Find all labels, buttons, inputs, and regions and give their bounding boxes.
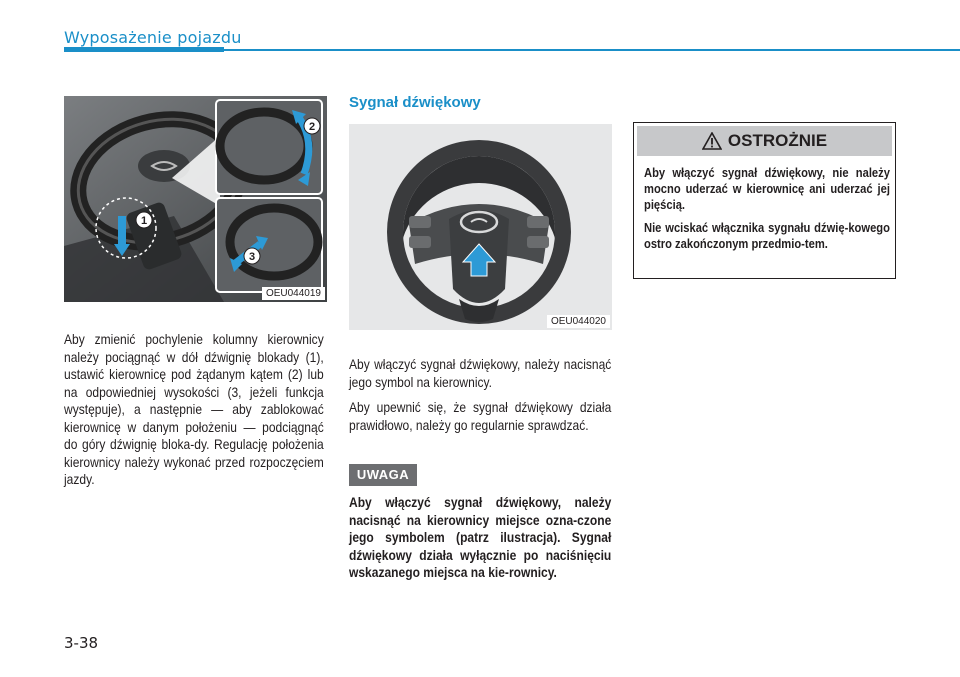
warning-triangle-icon <box>702 132 722 150</box>
caution-box <box>633 122 896 279</box>
horn-drawing <box>349 124 612 330</box>
header-rule-accent <box>64 47 224 52</box>
caution-title: OSTROŻNIE <box>727 131 828 150</box>
caution-header <box>637 126 892 156</box>
horn-heading: Sygnał dźwiękowy <box>349 94 481 111</box>
horn-text <box>349 356 611 442</box>
caution-body <box>644 165 890 259</box>
svg-text:1: 1 <box>140 215 148 227</box>
svg-text:3: 3 <box>248 251 256 263</box>
steering-adjust-paragraph: Aby zmienić pochylenie kolumny kierownicy należy pociągnąć w dół dźwignię blokady (1), ustawić kierownicę pod żądanym kątem (2) lub na odpowiedniej wysokości (3, jeżeli funkcja występuje), a następnie — aby zablokować kierownicę w danym położeniu — podciągnąć do góry dźwignię bloka-dy. Regulację położenia kierownicy należy wykonać przed rozpoczęciem jazdy. <box>64 331 324 487</box>
page-number: 3-38 <box>64 634 99 652</box>
horn-paragraph-2: Aby upewnić się, że sygnał dźwiękowy działa prawidłowo, należy go regularnie sprawdzać. <box>349 399 612 433</box>
figure-code: OEU044019 <box>262 287 325 300</box>
notice-badge: UWAGA <box>349 464 417 486</box>
svg-text:2: 2 <box>308 121 316 133</box>
figure-code: OEU044020 <box>547 315 610 328</box>
steering-adjust-illustration <box>64 96 327 302</box>
notice-paragraph: Aby włączyć sygnał dźwiękowy, należy nacisnąć na kierownicy miejsce ozna-czone jego symbolem (patrz ilustracja). Sygnał dźwiękowy działa wyłącznie po naciśnięciu wskazanego miejsca na kie-rownicy. <box>349 494 612 580</box>
horn-paragraph-1: Aby włączyć sygnał dźwiękowy, należy nacisnąć jego symbol na kierownicy. <box>349 356 612 390</box>
section-title: Wyposażenie pojazdu <box>64 28 242 47</box>
caution-paragraph-2: Nie wciskać włącznika sygnału dźwię-kowego ostro zakończonym przedmio-tem. <box>644 220 890 251</box>
caution-paragraph-1: Aby włączyć sygnał dźwiękowy, nie należy mocno uderzać w kierownicę ani uderzać jej pięścią. <box>644 165 890 212</box>
notice-text <box>349 494 611 590</box>
steering-adjust-text <box>64 331 324 497</box>
steering-adjust-drawing <box>64 96 327 302</box>
horn-illustration <box>349 124 612 330</box>
